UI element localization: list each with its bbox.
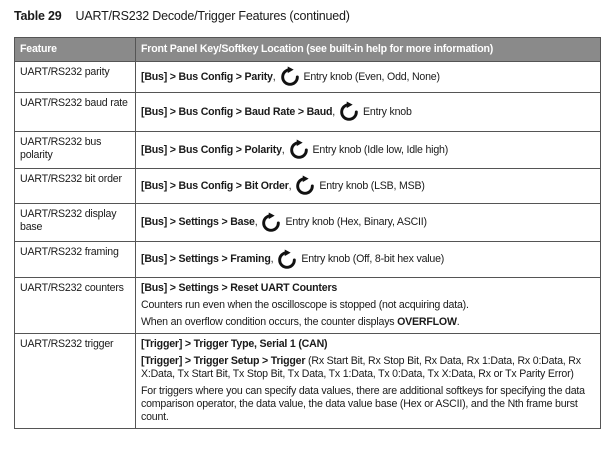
- table-row: [15, 169, 601, 204]
- location-cell: [136, 132, 601, 169]
- table-caption: [14, 9, 350, 23]
- features-table: [14, 37, 601, 429]
- separator: ,: [254, 216, 258, 228]
- table-row: [15, 132, 601, 169]
- table-row: [15, 278, 601, 334]
- trigger-options: (Rx Start Bit, Rx Stop Bit, Rx Data, Rx 1:Data, Rx 0:Data, Rx X:Data, Tx Start Bit, Tx Stop Bit, Tx Data, Tx 1:Data, Tx 0:Data, Tx X:Data, Rx or Tx Parity Error): [141, 355, 581, 380]
- note-text: For triggers where you can specify data values, there are additional softkeys for specifying the data comparison operator, the data value, the data value base (Hex or ASCII), and the Nth frame burst count.: [141, 385, 585, 423]
- feature-cell: UART/RS232 bus polarity: [15, 132, 136, 169]
- location-cell: [136, 93, 601, 132]
- entry-knob-icon: [338, 101, 360, 123]
- key-path: [Bus] > Settings > Base: [141, 216, 255, 228]
- location-cell: [136, 278, 601, 334]
- table-row: [15, 62, 601, 93]
- key-path: [Bus] > Settings > Framing: [141, 253, 271, 265]
- header-location: Front Panel Key/Softkey Location (see built-in help for more information): [136, 38, 601, 62]
- note-text: Counters run even when the oscilloscope is stopped (not acquiring data).: [141, 299, 469, 311]
- table-row: [15, 242, 601, 278]
- key-path: [Bus] > Bus Config > Parity: [141, 70, 273, 83]
- table-number: Table 29: [14, 9, 62, 23]
- separator: ,: [272, 70, 276, 83]
- knob-options: Entry knob (Even, Odd, None): [303, 70, 440, 83]
- feature-cell: UART/RS232 bit order: [15, 169, 136, 204]
- feature-cell: UART/RS232 display base: [15, 204, 136, 242]
- location-cell: [136, 204, 601, 242]
- location-cell: [136, 334, 601, 429]
- knob-options: Entry knob (Hex, Binary, ASCII): [285, 216, 427, 228]
- key-path: [Bus] > Bus Config > Bit Order: [141, 179, 289, 192]
- table-title: UART/RS232 Decode/Trigger Features (continued): [75, 9, 350, 23]
- entry-knob-icon: [260, 212, 282, 234]
- separator: ,: [270, 253, 274, 265]
- entry-knob-icon: [288, 139, 310, 161]
- separator: ,: [332, 105, 336, 118]
- note-text-post: .: [456, 316, 460, 328]
- header-feature: Feature: [15, 38, 136, 62]
- key-path: [Trigger] > Trigger Type, Serial 1 (CAN): [141, 338, 328, 350]
- table-row: [15, 93, 601, 132]
- separator: ,: [288, 179, 292, 192]
- feature-cell: UART/RS232 counters: [15, 278, 136, 334]
- key-path: [Bus] > Bus Config > Polarity: [141, 143, 282, 156]
- location-cell: [136, 242, 601, 278]
- location-cell: [136, 169, 601, 204]
- entry-knob-icon: [294, 175, 316, 197]
- feature-cell: UART/RS232 trigger: [15, 334, 136, 429]
- feature-cell: UART/RS232 baud rate: [15, 93, 136, 132]
- table-row: [15, 334, 601, 429]
- location-cell: [136, 62, 601, 93]
- separator: ,: [281, 143, 285, 156]
- entry-knob-icon: [279, 66, 301, 88]
- feature-cell: UART/RS232 framing: [15, 242, 136, 278]
- note-text-pre: When an overflow condition occurs, the counter displays: [141, 316, 398, 328]
- knob-options: Entry knob (LSB, MSB): [319, 179, 425, 192]
- key-path: [Bus] > Bus Config > Baud Rate > Baud: [141, 105, 333, 118]
- feature-cell: UART/RS232 parity: [15, 62, 136, 93]
- knob-options: Entry knob: [363, 105, 412, 118]
- table-header-row: [15, 38, 601, 62]
- overflow-label: OVERFLOW: [397, 316, 457, 328]
- knob-options: Entry knob (Idle low, Idle high): [312, 143, 449, 156]
- note-text: [141, 316, 595, 329]
- key-path: [Bus] > Settings > Reset UART Counters: [141, 282, 338, 294]
- trigger-setup-text: [141, 355, 595, 381]
- knob-options: Entry knob (Off, 8-bit hex value): [301, 253, 445, 265]
- entry-knob-icon: [276, 249, 298, 271]
- table-row: [15, 204, 601, 242]
- key-path: [Trigger] > Trigger Setup > Trigger: [141, 355, 306, 367]
